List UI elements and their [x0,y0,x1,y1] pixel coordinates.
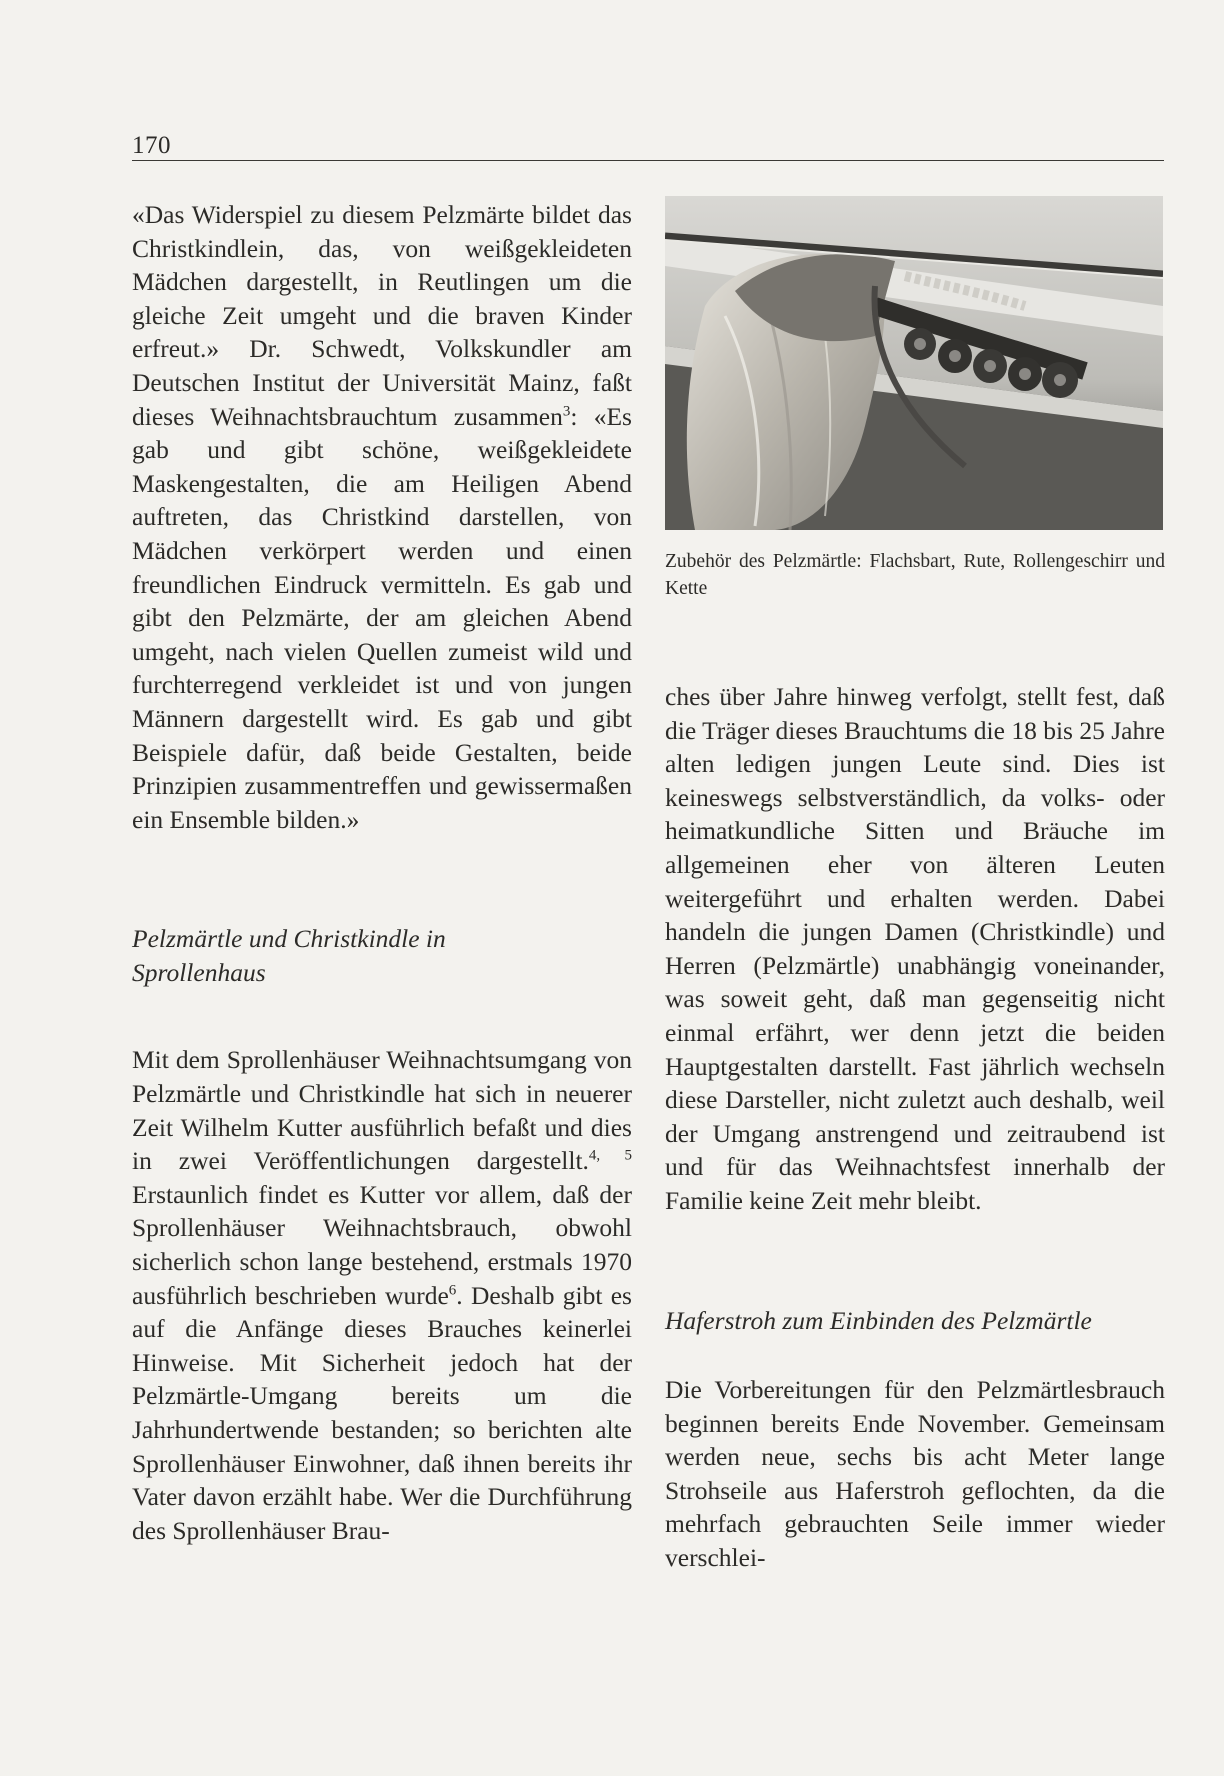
page-number: 170 [132,132,171,159]
heading-line-1: Pelzmärtle und Christkindle in [132,924,446,954]
photo-illustration [665,196,1163,530]
photo-pelzmaertle-accessories [665,196,1163,530]
left-paragraph-1-text: «Das Widerspiel zu diesem Pelzmärte bildet das Christkindlein, das, von weißgekleideten Mädchen dargestellt, in Reutlingen um die gleiche Zeit umgeht und die braven Kinder erfreut.» Dr. Schwedt, Volkskundler am Deutschen Institut der Universität Mainz, faßt dieses Weihnachtsbrauchtum zusammen [132,200,632,431]
spacer [665,1218,1165,1304]
footnote-ref-4-5: 4, 5 [588,1147,633,1164]
spacer [132,836,632,922]
left-paragraph-2-text-a: Mit dem Sprollenhäuser Weihnachtsumgang von Pelzmärtle und Christkindle hat sich in neuerer Zeit Wilhelm Kutter ausführlich befaßt und dies in zwei Veröffentlichungen dargestellt. [132,1045,632,1176]
section-heading-pelzmaertle-christkindle [132,922,632,989]
footnote-ref-3: 3 [562,403,571,420]
right-paragraph-1: ches über Jahre hinweg verfolgt, stellt fest, daß die Träger dieses Brauchtums die 18 bis 25 Jahre alten ledigen jungen Leute sind. Dies ist keineswegs selbstverständlich, da volks- oder heimatkundliche Sitten und Bräuche im allgemeinen eher von älteren Leuten weitergeführt und erhalten werden. Dabei handeln die jungen Damen (Christkindle) und Herren (Pelzmärtle) unabhängig voneinander, was soweit geht, daß man gegenseitig nicht einmal erfährt, wer denn jetzt die beiden Hauptgestalten darstellt. Fast jährlich wechseln diese Darsteller, nicht zuletzt auch deshalb, weil der Umgang anstrengend und zeitraubend ist und für das Weihnachtsfest innerhalb der Familie keine Zeit mehr bleibt. [665,682,1166,1215]
left-paragraph-1-continuation: : «Es gab und gibt schöne, weißgekleidete Maskengestalten, die am Heiligen Abend auftreten, das Christkind darstellen, von Mädchen verkörpert werden und einen freundlichen Eindruck vermitteln. Es gab und gibt den Pelzmärte, der am gleichen Abend umgeht, nach vielen Quellen zumeist wild und furchterregend verkleidet ist und von jungen Männern dargestellt wird. Es gab und gibt Beispiele dafür, daß beide Gestalten, beide Prinzipien zusammentreffen und gewissermaßen ein Ensemble bilden.» [132,401,632,834]
left-paragraph-1 [132,198,632,836]
section-heading-haferstroh: Haferstroh zum Einbinden des Pelzmärtle [665,1305,1092,1335]
left-paragraph-2-text-c: . Deshalb gibt es auf die Anfänge dieses Brauches keinerlei Hinweise. Mit Sicherheit jedoch hat der Pelzmärtle-Umgang bereits um die Jahrhundertwende bestanden; so berichten alte Sprollenhäuser Einwohner, daß ihnen bereits ihr Vater davon erzählt habe. Wer die Durchführung des Sprollenhäuser Brau- [132,1280,632,1545]
left-paragraph-2-text-b: Erstaunlich findet es Kutter vor allem, daß der Sprollenhäuser Weihnachtsbrauch, obwohl sicherlich schon lange bestehend, erstmals 1970 ausführlich beschrieben wurde [132,1179,632,1310]
footnote-ref-6: 6 [448,1282,457,1299]
right-column [665,680,1165,1575]
header-rule [132,160,1164,161]
right-paragraph-2: Die Vorbereitungen für den Pelzmärtlesbrauch beginnen bereits Ende November. Gemeinsam werden neue, sechs bis acht Meter lange Strohseile aus Haferstroh geflochten, da die mehrfach gebrauchten Seile immer wieder verschlei- [665,1375,1165,1573]
heading-line-2: Sprollenhaus [132,957,266,987]
photo-caption: Zubehör des Pelzmärtle: Flachsbart, Rute, Rollengeschirr und Kette [665,551,1165,599]
spacer [132,989,632,1043]
left-paragraph-2 [132,1043,632,1547]
spacer [665,1337,1165,1373]
left-column [132,198,632,1547]
